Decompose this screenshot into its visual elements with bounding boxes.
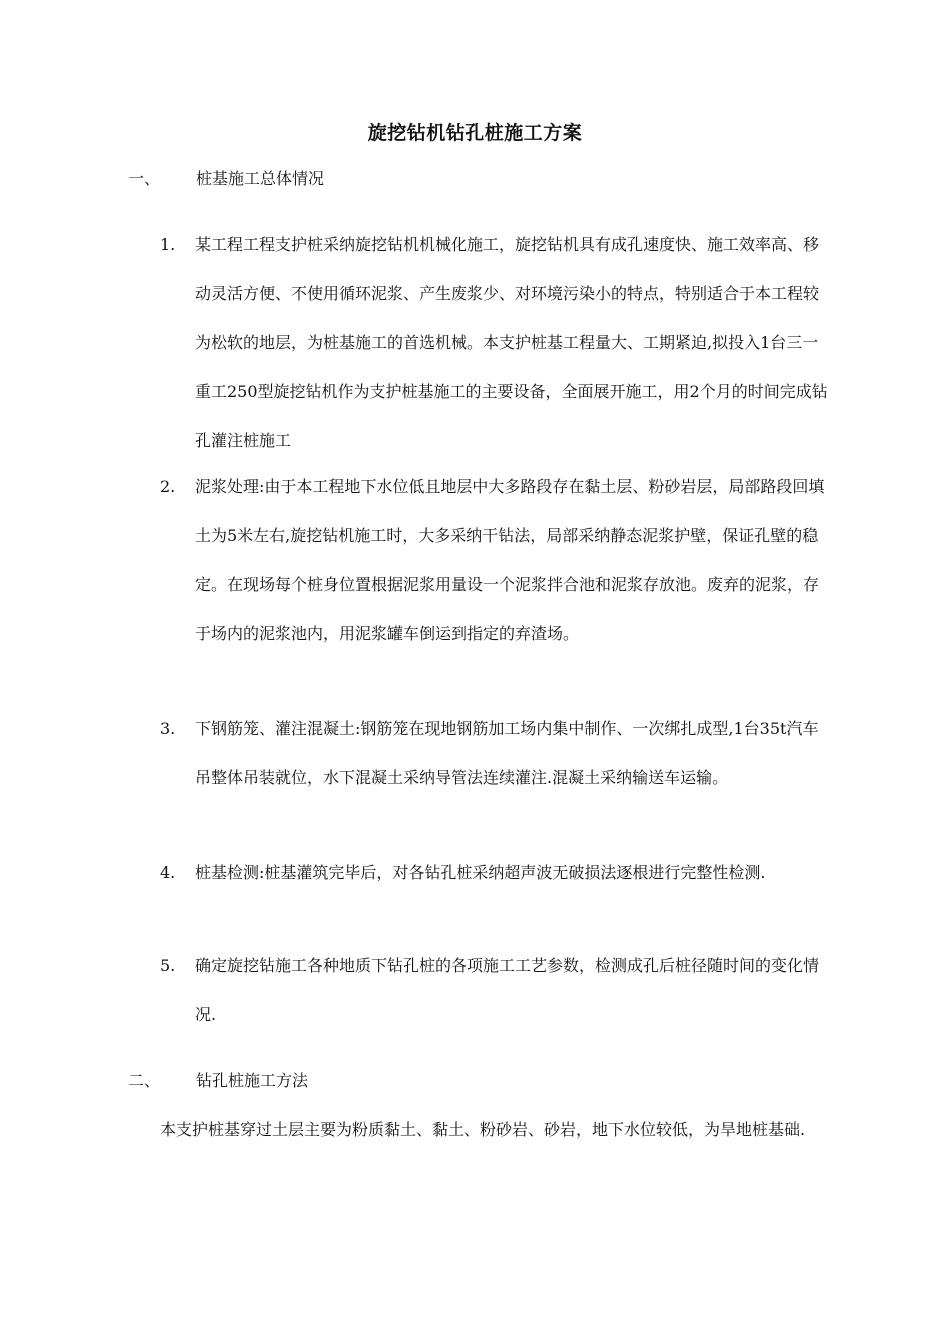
list-item-text: 某工程工程支护桩采纳旋挖钻机机械化施工，旋挖钻机具有成孔速度快、施工效率高、移动灵活方便、不使用循环泥浆、产生废浆少、对环境污染小的特点，特别适合于本工程较为松软的地层，为桩基施工的首选机械。本支护桩基工程量大、工期紧迫,拟投入1台三一重工250型旋挖钻机作为支护桩基施工的主要设备，全面展开施工，用2个月的时间完成钻孔灌注桩施工: [195, 235, 828, 450]
list-item-text: 下钢筋笼、灌注混凝土:钢筋笼在现地钢筋加工场内集中制作、一次绑扎成型,1台35t汽车吊整体吊装就位，水下混凝土采纳导管法连续灌注.混凝土采纳输送车运输。: [195, 719, 819, 787]
list-item: [160, 848, 830, 897]
document-title: 旋挖钻机钻孔桩施工方案: [367, 122, 583, 144]
body-paragraph: 本支护桩基穿过土层主要为粉质黏土、黏土、粉砂岩、砂岩，地下水位较低，为旱地桩基础.: [160, 1120, 806, 1139]
list-item: [160, 941, 830, 1039]
list-item-number: 1.: [160, 235, 176, 254]
list-item-number: 2.: [160, 477, 176, 496]
section-title: 钻孔桩施工方法: [196, 1071, 309, 1090]
list-item-number: 3.: [160, 719, 176, 738]
list-item-text: 确定旋挖钻施工各种地质下钻孔桩的各项施工工艺参数，检测成孔后桩径随时间的变化情况.: [195, 956, 820, 1024]
list-item-number: 4.: [160, 863, 176, 882]
list-item: [160, 462, 830, 658]
section-number: 一、: [128, 169, 161, 188]
section-heading-1: [128, 166, 324, 192]
list-item: [160, 220, 830, 465]
list-item-text: 泥浆处理:由于本工程地下水位低且地层中大多路段存在黏土层、粉砂岩层，局部路段回填土为5米左右,旋挖钻机施工时，大多采纳干钻法，局部采纳静态泥浆护壁，保证孔壁的稳定。在现场每个桩身位置根据泥浆用量设一个泥浆拌合池和泥浆存放池。废弃的泥浆，存于场内的泥浆池内，用泥浆罐车倒运到指定的弃渣场。: [195, 477, 825, 643]
list-item-number: 5.: [160, 956, 176, 975]
section-number: 二、: [128, 1071, 161, 1090]
list-item-text: 桩基检测:桩基灌筑完毕后，对各钻孔桩采纳超声波无破损法逐根进行完整性检测.: [195, 863, 766, 882]
section-title: 桩基施工总体情况: [196, 169, 325, 188]
list-item: [160, 704, 830, 802]
section-heading-2: [128, 1068, 308, 1094]
